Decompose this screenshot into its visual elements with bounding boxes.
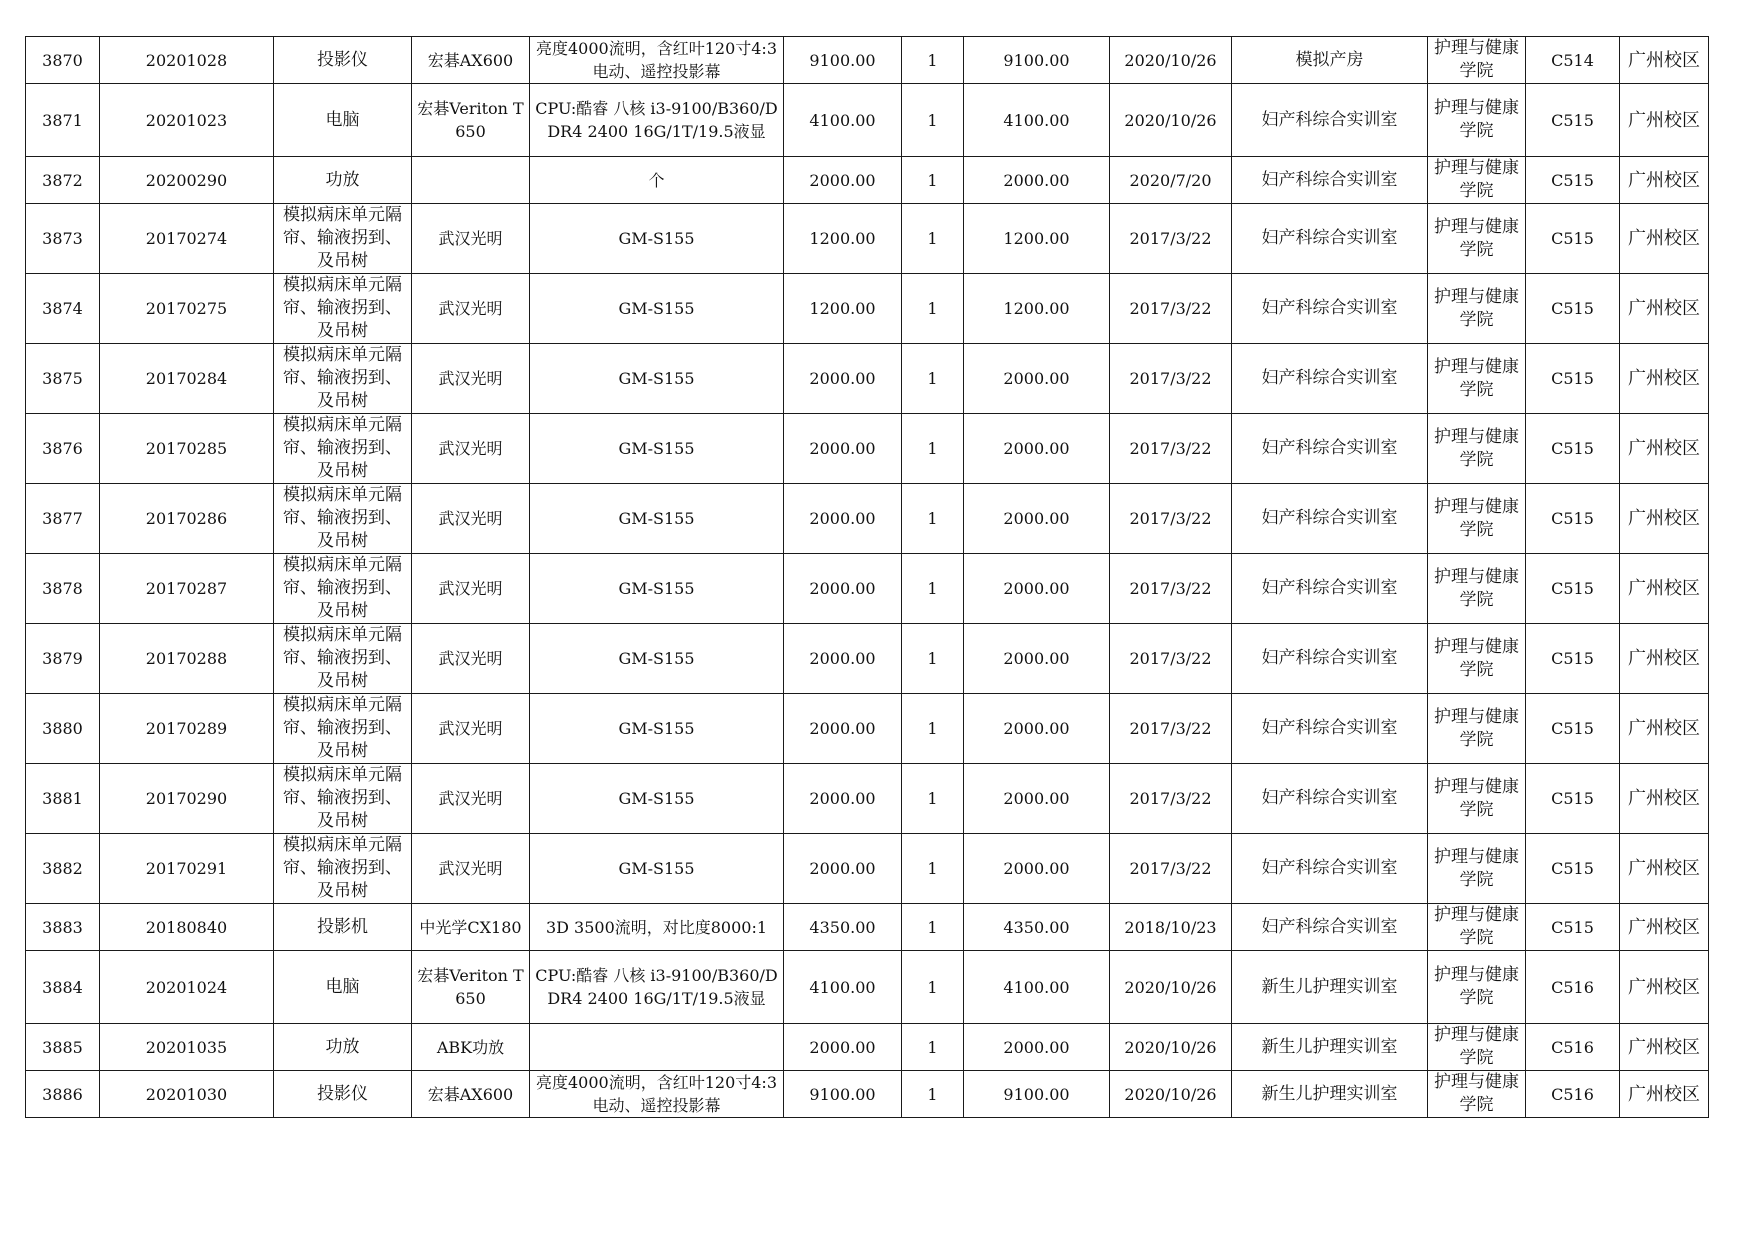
- asset-number-cell: 20201023: [100, 84, 274, 157]
- lab-name-cell: 新生儿护理实训室: [1232, 951, 1428, 1024]
- asset-number-cell: 20170284: [100, 344, 274, 414]
- asset-number-cell: 20170290: [100, 764, 274, 834]
- item-name-cell: 模拟病床单元隔帘、输液拐到、及吊树: [274, 834, 412, 904]
- date-cell: 2017/3/22: [1110, 204, 1232, 274]
- campus-cell: 广州校区: [1620, 834, 1709, 904]
- brand-cell: 武汉光明: [412, 274, 530, 344]
- lab-name-cell: 妇产科综合实训室: [1232, 344, 1428, 414]
- quantity-cell: 1: [902, 344, 964, 414]
- seq-cell: 3873: [26, 204, 100, 274]
- table-row: [26, 274, 1709, 344]
- room-cell: C515: [1526, 764, 1620, 834]
- lab-name-cell: 新生儿护理实训室: [1232, 1071, 1428, 1118]
- date-cell: 2020/7/20: [1110, 157, 1232, 204]
- room-cell: C515: [1526, 694, 1620, 764]
- seq-cell: 3870: [26, 37, 100, 84]
- table-row: [26, 84, 1709, 157]
- room-cell: C515: [1526, 344, 1620, 414]
- college-cell: 护理与健康学院: [1428, 951, 1526, 1024]
- seq-cell: 3886: [26, 1071, 100, 1118]
- brand-cell: 宏碁Veriton T650: [412, 951, 530, 1024]
- lab-name-cell: 妇产科综合实训室: [1232, 157, 1428, 204]
- college-cell: 护理与健康学院: [1428, 484, 1526, 554]
- seq-cell: 3878: [26, 554, 100, 624]
- asset-number-cell: 20201030: [100, 1071, 274, 1118]
- spec-cell: [530, 1024, 784, 1071]
- room-cell: C515: [1526, 204, 1620, 274]
- item-name-cell: 投影仪: [274, 1071, 412, 1118]
- quantity-cell: 1: [902, 1071, 964, 1118]
- college-cell: 护理与健康学院: [1428, 84, 1526, 157]
- asset-number-cell: 20170275: [100, 274, 274, 344]
- brand-cell: 宏碁AX600: [412, 1071, 530, 1118]
- campus-cell: 广州校区: [1620, 1024, 1709, 1071]
- unit-price-cell: 1200.00: [784, 204, 902, 274]
- item-name-cell: 电脑: [274, 84, 412, 157]
- quantity-cell: 1: [902, 624, 964, 694]
- room-cell: C515: [1526, 274, 1620, 344]
- item-name-cell: 模拟病床单元隔帘、输液拐到、及吊树: [274, 204, 412, 274]
- amount-cell: 2000.00: [964, 157, 1110, 204]
- asset-number-cell: 20170274: [100, 204, 274, 274]
- amount-cell: 2000.00: [964, 414, 1110, 484]
- quantity-cell: 1: [902, 694, 964, 764]
- spec-cell: GM-S155: [530, 484, 784, 554]
- seq-cell: 3885: [26, 1024, 100, 1071]
- date-cell: 2018/10/23: [1110, 904, 1232, 951]
- campus-cell: 广州校区: [1620, 554, 1709, 624]
- unit-price-cell: 2000.00: [784, 344, 902, 414]
- seq-cell: 3876: [26, 414, 100, 484]
- room-cell: C516: [1526, 1024, 1620, 1071]
- campus-cell: 广州校区: [1620, 414, 1709, 484]
- brand-cell: 宏碁Veriton T650: [412, 84, 530, 157]
- asset-number-cell: 20170288: [100, 624, 274, 694]
- amount-cell: 4100.00: [964, 84, 1110, 157]
- seq-cell: 3879: [26, 624, 100, 694]
- table-row: [26, 624, 1709, 694]
- unit-price-cell: 2000.00: [784, 694, 902, 764]
- lab-name-cell: 妇产科综合实训室: [1232, 904, 1428, 951]
- date-cell: 2020/10/26: [1110, 84, 1232, 157]
- asset-number-cell: 20170291: [100, 834, 274, 904]
- spec-cell: GM-S155: [530, 694, 784, 764]
- item-name-cell: 模拟病床单元隔帘、输液拐到、及吊树: [274, 694, 412, 764]
- quantity-cell: 1: [902, 204, 964, 274]
- brand-cell: [412, 157, 530, 204]
- amount-cell: 4350.00: [964, 904, 1110, 951]
- item-name-cell: 电脑: [274, 951, 412, 1024]
- campus-cell: 广州校区: [1620, 84, 1709, 157]
- brand-cell: ABK功放: [412, 1024, 530, 1071]
- amount-cell: 2000.00: [964, 834, 1110, 904]
- room-cell: C515: [1526, 84, 1620, 157]
- unit-price-cell: 2000.00: [784, 834, 902, 904]
- campus-cell: 广州校区: [1620, 764, 1709, 834]
- quantity-cell: 1: [902, 84, 964, 157]
- date-cell: 2017/3/22: [1110, 344, 1232, 414]
- seq-cell: 3881: [26, 764, 100, 834]
- date-cell: 2017/3/22: [1110, 484, 1232, 554]
- brand-cell: 中光学CX180: [412, 904, 530, 951]
- amount-cell: 4100.00: [964, 951, 1110, 1024]
- campus-cell: 广州校区: [1620, 694, 1709, 764]
- seq-cell: 3874: [26, 274, 100, 344]
- room-cell: C516: [1526, 1071, 1620, 1118]
- spec-cell: GM-S155: [530, 274, 784, 344]
- table-row: [26, 1071, 1709, 1118]
- unit-price-cell: 2000.00: [784, 414, 902, 484]
- unit-price-cell: 2000.00: [784, 624, 902, 694]
- college-cell: 护理与健康学院: [1428, 624, 1526, 694]
- college-cell: 护理与健康学院: [1428, 274, 1526, 344]
- amount-cell: 2000.00: [964, 484, 1110, 554]
- table-row: [26, 764, 1709, 834]
- spec-cell: 个: [530, 157, 784, 204]
- room-cell: C515: [1526, 554, 1620, 624]
- amount-cell: 9100.00: [964, 37, 1110, 84]
- college-cell: 护理与健康学院: [1428, 344, 1526, 414]
- spec-cell: 亮度4000流明，含红叶120寸4:3电动、遥控投影幕: [530, 1071, 784, 1118]
- spec-cell: GM-S155: [530, 834, 784, 904]
- date-cell: 2017/3/22: [1110, 834, 1232, 904]
- amount-cell: 9100.00: [964, 1071, 1110, 1118]
- brand-cell: 武汉光明: [412, 204, 530, 274]
- asset-number-cell: 20170285: [100, 414, 274, 484]
- seq-cell: 3877: [26, 484, 100, 554]
- college-cell: 护理与健康学院: [1428, 1024, 1526, 1071]
- table-row: [26, 157, 1709, 204]
- brand-cell: 武汉光明: [412, 554, 530, 624]
- seq-cell: 3872: [26, 157, 100, 204]
- date-cell: 2017/3/22: [1110, 414, 1232, 484]
- campus-cell: 广州校区: [1620, 157, 1709, 204]
- quantity-cell: 1: [902, 764, 964, 834]
- asset-number-cell: 20201024: [100, 951, 274, 1024]
- brand-cell: 武汉光明: [412, 484, 530, 554]
- unit-price-cell: 4350.00: [784, 904, 902, 951]
- campus-cell: 广州校区: [1620, 904, 1709, 951]
- spec-cell: CPU:酷睿 八核 i3-9100/B360/DDR4 2400 16G/1T/19.5液显: [530, 951, 784, 1024]
- asset-number-cell: 20201028: [100, 37, 274, 84]
- table-row: [26, 554, 1709, 624]
- quantity-cell: 1: [902, 904, 964, 951]
- unit-price-cell: 2000.00: [784, 554, 902, 624]
- unit-price-cell: 4100.00: [784, 951, 902, 1024]
- asset-number-cell: 20200290: [100, 157, 274, 204]
- spec-cell: GM-S155: [530, 554, 784, 624]
- asset-number-cell: 20170286: [100, 484, 274, 554]
- campus-cell: 广州校区: [1620, 624, 1709, 694]
- quantity-cell: 1: [902, 554, 964, 624]
- college-cell: 护理与健康学院: [1428, 904, 1526, 951]
- item-name-cell: 模拟病床单元隔帘、输液拐到、及吊树: [274, 554, 412, 624]
- lab-name-cell: 模拟产房: [1232, 37, 1428, 84]
- unit-price-cell: 2000.00: [784, 764, 902, 834]
- college-cell: 护理与健康学院: [1428, 834, 1526, 904]
- college-cell: 护理与健康学院: [1428, 37, 1526, 84]
- spec-cell: GM-S155: [530, 414, 784, 484]
- college-cell: 护理与健康学院: [1428, 157, 1526, 204]
- item-name-cell: 模拟病床单元隔帘、输液拐到、及吊树: [274, 274, 412, 344]
- table-row: [26, 1024, 1709, 1071]
- spec-cell: GM-S155: [530, 624, 784, 694]
- amount-cell: 1200.00: [964, 204, 1110, 274]
- brand-cell: 武汉光明: [412, 764, 530, 834]
- table-row: [26, 204, 1709, 274]
- room-cell: C515: [1526, 157, 1620, 204]
- college-cell: 护理与健康学院: [1428, 204, 1526, 274]
- unit-price-cell: 4100.00: [784, 84, 902, 157]
- seq-cell: 3882: [26, 834, 100, 904]
- room-cell: C514: [1526, 37, 1620, 84]
- seq-cell: 3875: [26, 344, 100, 414]
- spec-cell: CPU:酷睿 八核 i3-9100/B360/DDR4 2400 16G/1T/19.5液显: [530, 84, 784, 157]
- asset-number-cell: 20180840: [100, 904, 274, 951]
- item-name-cell: 模拟病床单元隔帘、输液拐到、及吊树: [274, 764, 412, 834]
- asset-number-cell: 20170287: [100, 554, 274, 624]
- lab-name-cell: 妇产科综合实训室: [1232, 414, 1428, 484]
- campus-cell: 广州校区: [1620, 274, 1709, 344]
- brand-cell: 武汉光明: [412, 624, 530, 694]
- lab-name-cell: 妇产科综合实训室: [1232, 84, 1428, 157]
- table-row: [26, 37, 1709, 84]
- campus-cell: 广州校区: [1620, 951, 1709, 1024]
- seq-cell: 3880: [26, 694, 100, 764]
- campus-cell: 广州校区: [1620, 204, 1709, 274]
- table-row: [26, 414, 1709, 484]
- date-cell: 2020/10/26: [1110, 37, 1232, 84]
- date-cell: 2017/3/22: [1110, 274, 1232, 344]
- date-cell: 2017/3/22: [1110, 554, 1232, 624]
- asset-number-cell: 20201035: [100, 1024, 274, 1071]
- lab-name-cell: 妇产科综合实训室: [1232, 554, 1428, 624]
- college-cell: 护理与健康学院: [1428, 1071, 1526, 1118]
- quantity-cell: 1: [902, 414, 964, 484]
- campus-cell: 广州校区: [1620, 37, 1709, 84]
- spec-cell: GM-S155: [530, 344, 784, 414]
- asset-number-cell: 20170289: [100, 694, 274, 764]
- item-name-cell: 功放: [274, 1024, 412, 1071]
- brand-cell: 宏碁AX600: [412, 37, 530, 84]
- unit-price-cell: 2000.00: [784, 157, 902, 204]
- amount-cell: 2000.00: [964, 694, 1110, 764]
- campus-cell: 广州校区: [1620, 1071, 1709, 1118]
- quantity-cell: 1: [902, 1024, 964, 1071]
- college-cell: 护理与健康学院: [1428, 554, 1526, 624]
- room-cell: C515: [1526, 834, 1620, 904]
- date-cell: 2017/3/22: [1110, 694, 1232, 764]
- spec-cell: GM-S155: [530, 764, 784, 834]
- item-name-cell: 投影机: [274, 904, 412, 951]
- brand-cell: 武汉光明: [412, 694, 530, 764]
- item-name-cell: 模拟病床单元隔帘、输液拐到、及吊树: [274, 414, 412, 484]
- date-cell: 2017/3/22: [1110, 624, 1232, 694]
- table-row: [26, 904, 1709, 951]
- quantity-cell: 1: [902, 37, 964, 84]
- lab-name-cell: 妇产科综合实训室: [1232, 694, 1428, 764]
- quantity-cell: 1: [902, 484, 964, 554]
- seq-cell: 3884: [26, 951, 100, 1024]
- table-row: [26, 834, 1709, 904]
- item-name-cell: 模拟病床单元隔帘、输液拐到、及吊树: [274, 344, 412, 414]
- spec-cell: GM-S155: [530, 204, 784, 274]
- room-cell: C516: [1526, 951, 1620, 1024]
- seq-cell: 3871: [26, 84, 100, 157]
- seq-cell: 3883: [26, 904, 100, 951]
- lab-name-cell: 妇产科综合实训室: [1232, 624, 1428, 694]
- table-row: [26, 694, 1709, 764]
- lab-name-cell: 新生儿护理实训室: [1232, 1024, 1428, 1071]
- quantity-cell: 1: [902, 834, 964, 904]
- brand-cell: 武汉光明: [412, 834, 530, 904]
- table-row: [26, 344, 1709, 414]
- lab-name-cell: 妇产科综合实训室: [1232, 204, 1428, 274]
- item-name-cell: 模拟病床单元隔帘、输液拐到、及吊树: [274, 484, 412, 554]
- unit-price-cell: 9100.00: [784, 37, 902, 84]
- unit-price-cell: 1200.00: [784, 274, 902, 344]
- campus-cell: 广州校区: [1620, 344, 1709, 414]
- unit-price-cell: 9100.00: [784, 1071, 902, 1118]
- date-cell: 2020/10/26: [1110, 1071, 1232, 1118]
- college-cell: 护理与健康学院: [1428, 694, 1526, 764]
- amount-cell: 2000.00: [964, 554, 1110, 624]
- brand-cell: 武汉光明: [412, 344, 530, 414]
- amount-cell: 2000.00: [964, 1024, 1110, 1071]
- amount-cell: 2000.00: [964, 344, 1110, 414]
- amount-cell: 1200.00: [964, 274, 1110, 344]
- table-row: [26, 484, 1709, 554]
- college-cell: 护理与健康学院: [1428, 414, 1526, 484]
- campus-cell: 广州校区: [1620, 484, 1709, 554]
- lab-name-cell: 妇产科综合实训室: [1232, 764, 1428, 834]
- item-name-cell: 投影仪: [274, 37, 412, 84]
- unit-price-cell: 2000.00: [784, 1024, 902, 1071]
- lab-name-cell: 妇产科综合实训室: [1232, 484, 1428, 554]
- room-cell: C515: [1526, 414, 1620, 484]
- quantity-cell: 1: [902, 951, 964, 1024]
- spec-cell: 亮度4000流明，含红叶120寸4:3电动、遥控投影幕: [530, 37, 784, 84]
- item-name-cell: 功放: [274, 157, 412, 204]
- amount-cell: 2000.00: [964, 624, 1110, 694]
- room-cell: C515: [1526, 484, 1620, 554]
- date-cell: 2017/3/22: [1110, 764, 1232, 834]
- quantity-cell: 1: [902, 157, 964, 204]
- table-body: [26, 37, 1709, 1118]
- table-row: [26, 951, 1709, 1024]
- unit-price-cell: 2000.00: [784, 484, 902, 554]
- date-cell: 2020/10/26: [1110, 1024, 1232, 1071]
- date-cell: 2020/10/26: [1110, 951, 1232, 1024]
- amount-cell: 2000.00: [964, 764, 1110, 834]
- brand-cell: 武汉光明: [412, 414, 530, 484]
- room-cell: C515: [1526, 904, 1620, 951]
- lab-name-cell: 妇产科综合实训室: [1232, 274, 1428, 344]
- college-cell: 护理与健康学院: [1428, 764, 1526, 834]
- lab-name-cell: 妇产科综合实训室: [1232, 834, 1428, 904]
- quantity-cell: 1: [902, 274, 964, 344]
- spec-cell: 3D 3500流明，对比度8000:1: [530, 904, 784, 951]
- room-cell: C515: [1526, 624, 1620, 694]
- item-name-cell: 模拟病床单元隔帘、输液拐到、及吊树: [274, 624, 412, 694]
- asset-table: [25, 36, 1709, 1118]
